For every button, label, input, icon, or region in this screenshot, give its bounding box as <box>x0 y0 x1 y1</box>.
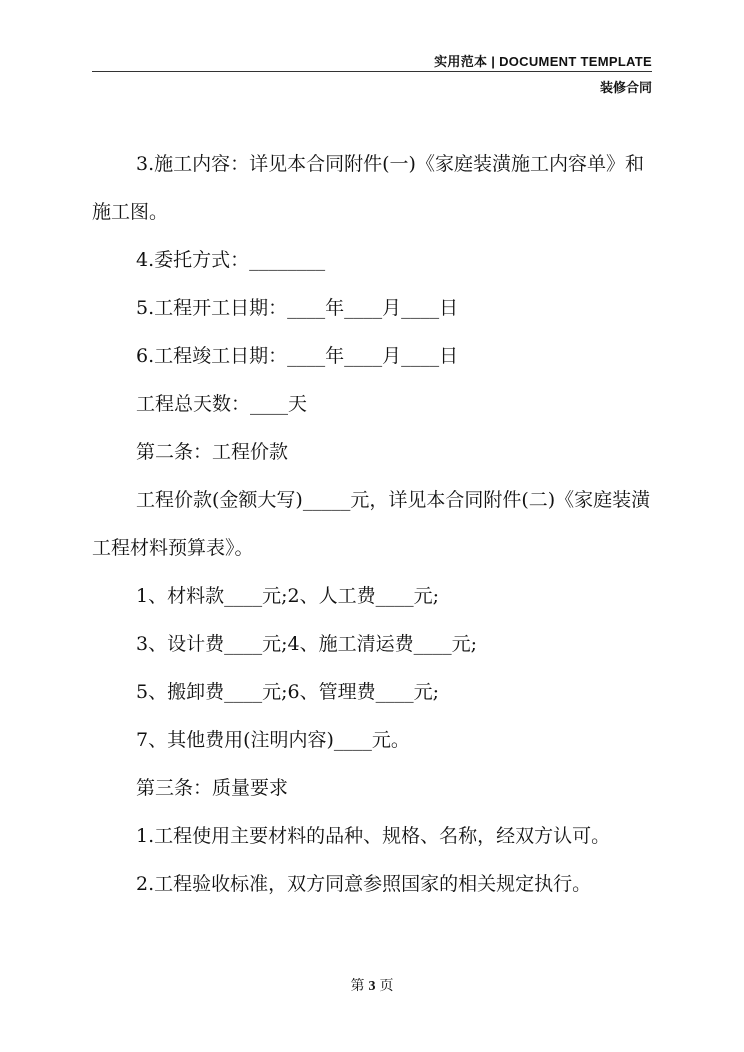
page-number: 3 <box>368 979 376 994</box>
page-number-prefix: 第 <box>350 978 365 994</box>
header-divider <box>92 71 652 72</box>
paragraph-fee-items-1: 1、材料款____元;2、人工费____元; <box>136 585 439 607</box>
paragraph-quality-materials: 1.工程使用主要材料的品种、规格、名称，经双方认可。 <box>136 825 611 847</box>
paragraph-fee-items-2: 3、设计费____元;4、施工清运费____元; <box>136 633 477 655</box>
paragraph-start-date: 5.工程开工日期：____年____月____日 <box>136 297 459 319</box>
paragraph-quality-acceptance: 2.工程验收标准，双方同意参照国家的相关规定执行。 <box>136 873 592 895</box>
paragraph-price: 工程价款(金额大写)_____元，详见本合同附件(二)《家庭装潢 <box>136 489 651 511</box>
header-title: 实用范本 | DOCUMENT TEMPLATE <box>434 54 652 69</box>
paragraph-total-days: 工程总天数：____天 <box>136 393 308 415</box>
paragraph-completion-date: 6.工程竣工日期：____年____月____日 <box>136 345 459 367</box>
section-heading-price: 第二条：工程价款 <box>136 441 289 463</box>
document-body <box>92 140 655 908</box>
paragraph-construction-content-cont: 施工图。 <box>92 201 169 223</box>
paragraph-commission-method: 4.委托方式：________ <box>136 249 326 271</box>
paragraph-fee-items-3: 5、搬卸费____元;6、管理费____元; <box>136 681 439 703</box>
paragraph-fee-items-4: 7、其他费用(注明内容)____元。 <box>136 729 410 751</box>
paragraph-construction-content: 3.施工内容：详见本合同附件(一)《家庭装潢施工内容单》和 <box>136 153 644 175</box>
section-heading-quality: 第三条：质量要求 <box>136 777 289 799</box>
header-subtitle: 装修合同 <box>599 80 652 95</box>
paragraph-price-cont: 工程材料预算表》。 <box>92 537 254 559</box>
page-footer <box>0 975 744 995</box>
page-header <box>0 0 744 100</box>
page-number-suffix: 页 <box>379 978 394 994</box>
